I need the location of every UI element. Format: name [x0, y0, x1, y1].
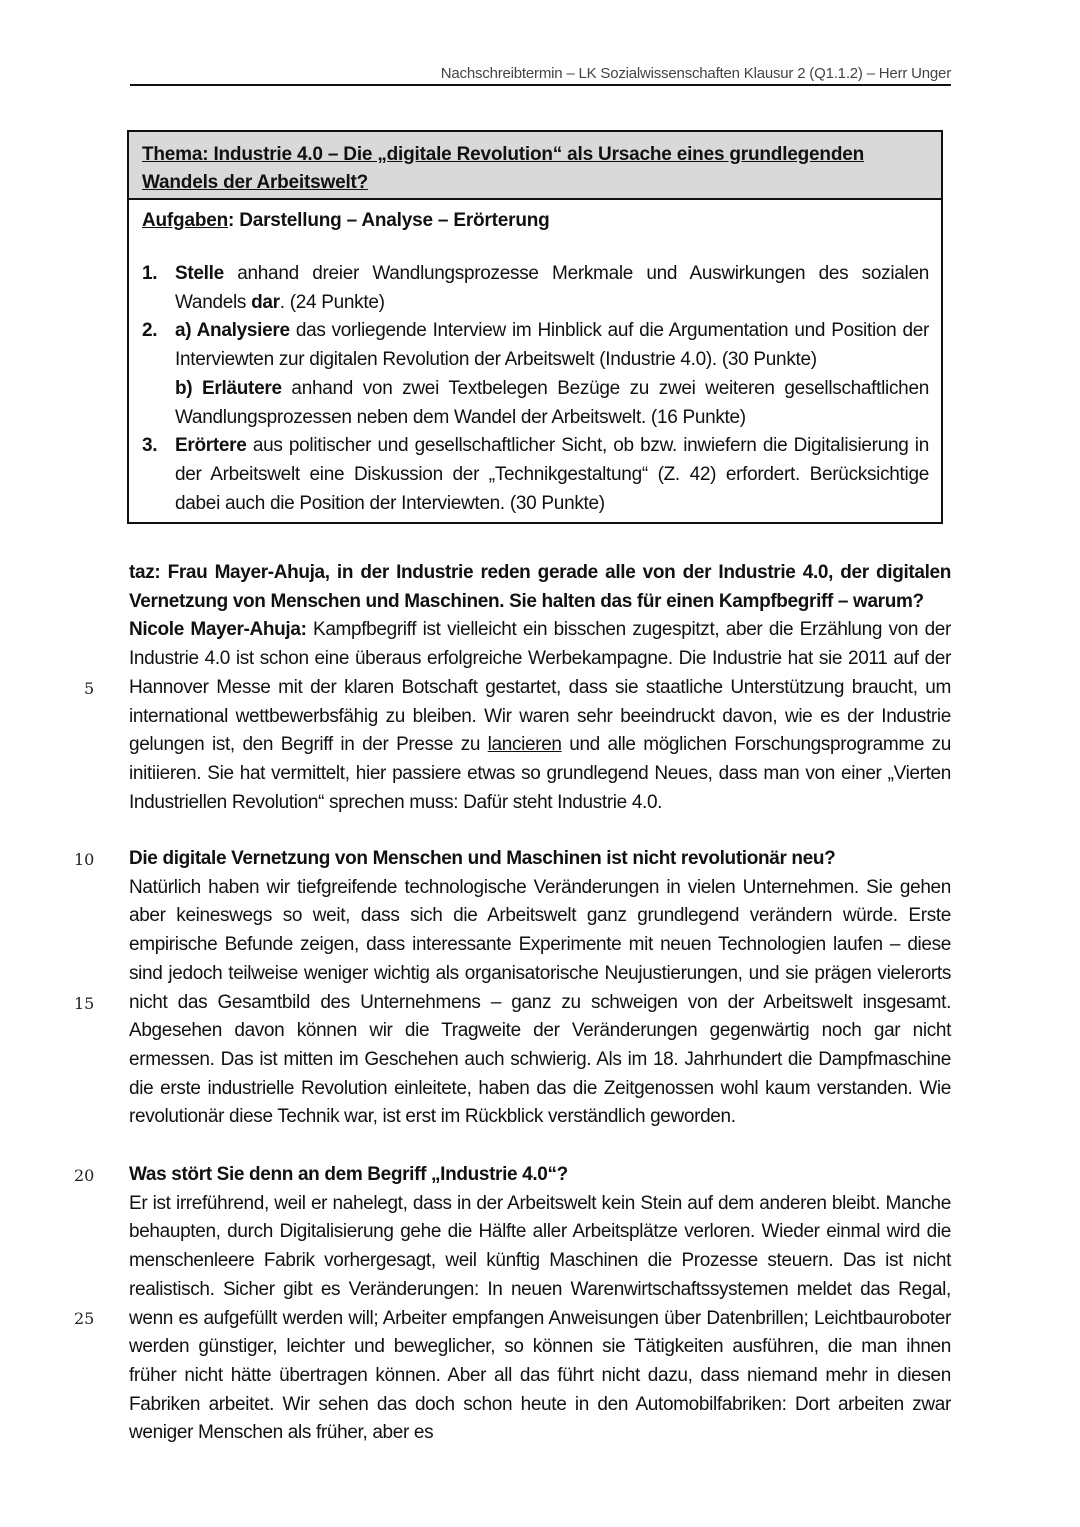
task-part-b: b) Erläutere anhand von zwei Textbelegen Bezüge zu zwei weiteren gesellschaftlichen Wandlungsprozessen neben dem Wandel der Arbeitswelt. (16 Punkte)	[175, 377, 929, 428]
interview-answer: Natürlich haben wir tiefgreifende technologische Veränderungen in vielen Unternehmen. Sie gehen aber keineswegs so weit, dass sich die Arbeitswelt ganz grundlegend verändern würde. Erste empirische Befunde zeigen, dass interessante Experimente mit neuen Technologien laufen – diese sind jedoch teilweise weniger wichtig als organisatorische Neujustierungen, und sie prägen vielerorts nicht das Gesamtbild des Unternehmens – ganz zu schweigen von der Arbeitswelt insgesamt. Abgesehen davon können wir die Tragweite der Veränderungen gegenwärtig noch gar nicht ermessen. Das ist mitten im Geschehen auch schwierig. Als im 18. Jahrhundert die Dampfmaschine die erste industrielle Revolution einleitete, haben das die Zeitgenossen wohl kaum verstanden. Wie revolutionär diese Technik war, ist erst im Rückblick verständlich geworden.	[129, 876, 951, 1128]
topic-text: Thema: Industrie 4.0 – Die „digitale Revolution“ als Ursache eines grundlegenden Wandels der Arbeitswelt?	[142, 144, 865, 193]
task-list	[142, 260, 929, 518]
line-number: 20	[74, 1166, 95, 1185]
tasks-heading	[129, 200, 941, 245]
interview-answer: Er ist irreführend, weil er nahelegt, dass in der Arbeitswelt kein Stein auf dem anderen bleibt. Manche behaupten, durch Digitalisierung gehe die Hälfte aller Arbeitsplätze verloren. Wieder einmal wird die menschenleere Fabrik vorhergesagt, weil künftig Maschinen die Prozesse steuern. Das ist nicht realistisch. Sicher gibt es Veränderungen: In neuen Warenwirtschaftssystemen meldet das Regal, wenn es aufgefüllt werden will; Arbeiter empfangen Anweisungen über Datenbrillen; Leichtbauroboter werden günstiger, leichter und beweglicher, so können sie Tätigkeiten ausführen, die man ihnen früher nicht hätte übertragen können. Aber all das führt nicht dazu, dass niemand mehr in diesen Fabriken arbeitet. Wir sehen das doch schon heute in den Automobilfabriken: Dort arbeiten zwar weniger Menschen als früher, aber es	[129, 1192, 951, 1444]
task-number: 3.	[142, 435, 158, 457]
interview-question: Was stört Sie denn an dem Begriff „Industrie 4.0“?	[129, 1164, 568, 1185]
interview-section-2	[129, 845, 951, 1132]
interview-answer: Nicole Mayer-Ahuja: Kampfbegriff ist vielleicht ein bisschen zugespitzt, aber die Erzählung von der Industrie 4.0 ist schon eine überaus erfolgreiche Werbekampagne. Die Industrie hat sie 2011 auf der Hannover Messe mit der klaren Botschaft gestartet, dass sie staatliche Unterstützung braucht, um international wettbewerbsfähig zu bleiben. Wir waren sehr beeindruckt davon, wie es der Industrie gelungen ist, den Begriff in der Presse zu lancieren und alle möglichen Forschungsprogramme zu initiieren. Sie hat vermittelt, hier passiere etwas so grundlegend Neues, dass man von einer „Vierten Industriellen Revolution“ sprechen muss: Dafür steht Industrie 4.0.	[129, 619, 951, 813]
task-item	[142, 260, 929, 317]
task-item	[142, 317, 929, 432]
line-number: 25	[74, 1309, 95, 1328]
header-rule	[130, 84, 951, 86]
topic-heading	[129, 132, 941, 200]
task-item	[142, 432, 929, 518]
underlined-term: lancieren	[487, 734, 562, 756]
task-text: Erörtere aus politischer und gesellschaftlicher Sicht, ob bzw. inwiefern die Digitalisierung in der Arbeitswelt eine Diskussion der „Technikgestaltung“ (Z. 42) erfordert. Berücksichtige dabei auch die Position der Interviewten. (30 Punkte)	[175, 435, 929, 514]
interview-section-3	[129, 1161, 951, 1448]
line-number: 5	[84, 679, 95, 698]
line-number: 15	[74, 994, 95, 1013]
interview-section-1	[129, 559, 951, 817]
tasks-subtitle: : Darstellung – Analyse – Erörterung	[228, 210, 550, 231]
tasks-label: Aufgaben	[142, 210, 229, 231]
task-number: 2.	[142, 320, 158, 342]
line-number: 10	[74, 850, 95, 869]
speaker-label: Nicole Mayer-Ahuja:	[129, 619, 307, 641]
task-box	[127, 130, 943, 524]
page-header: Nachschreibtermin – LK Sozialwissenschaften Klausur 2 (Q1.1.2) – Herr Unger	[440, 65, 951, 82]
interview-question: taz: Frau Mayer-Ahuja, in der Industrie reden gerade alle von der Industrie 4.0, der digitalen Vernetzung von Menschen und Maschinen. Sie halten das für einen Kampfbegriff – warum?	[129, 562, 951, 612]
task-text: Stelle anhand dreier Wandlungsprozesse Merkmale und Auswirkungen des sozialen Wandels dar. (24 Punkte)	[175, 263, 929, 313]
task-number: 1.	[142, 263, 158, 284]
task-part-a: a) Analysiere das vorliegende Interview im Hinblick auf die Argumentation und Position der Interviewten zur digitalen Revolution der Arbeitswelt (Industrie 4.0). (30 Punkte)	[175, 320, 930, 371]
task-text	[175, 317, 929, 432]
interview-question: Die digitale Vernetzung von Menschen und Maschinen ist nicht revolutionär neu?	[129, 848, 836, 869]
